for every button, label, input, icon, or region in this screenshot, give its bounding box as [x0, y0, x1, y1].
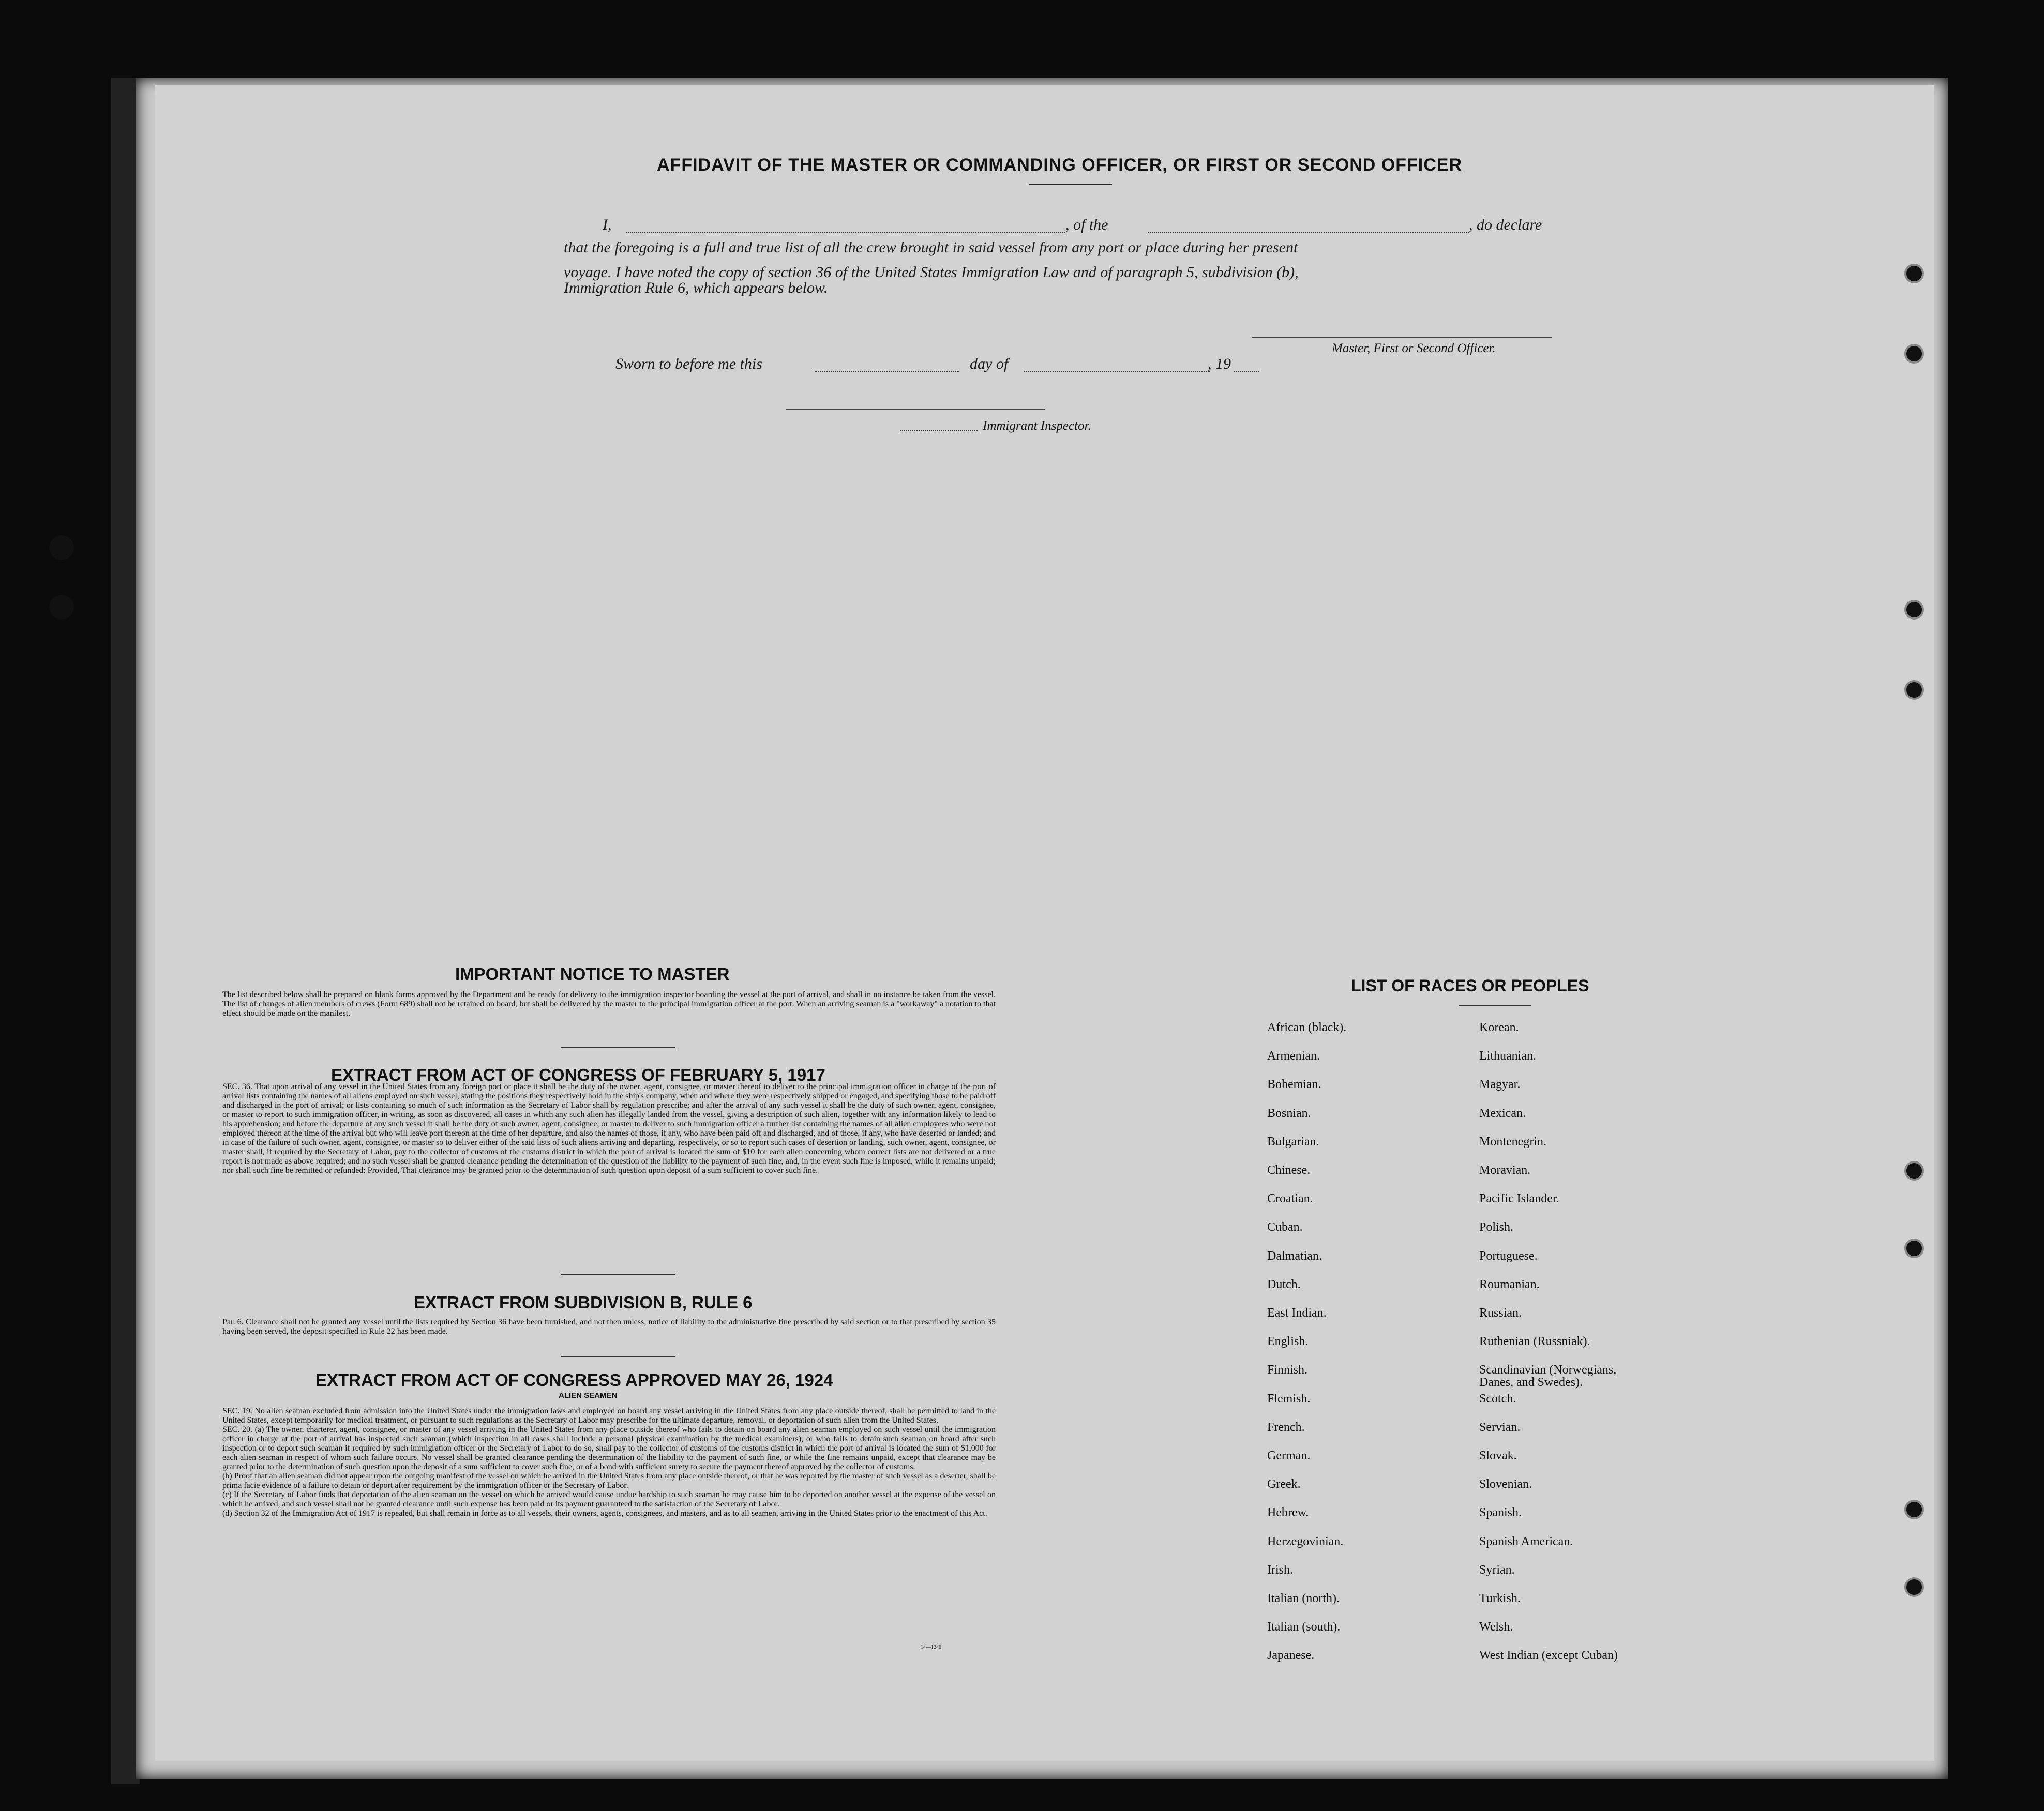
race-item: African (black).	[1267, 1021, 1347, 1034]
race-item: French.	[1267, 1420, 1305, 1434]
race-item: Portuguese.	[1479, 1249, 1538, 1263]
affidavit-line-2: that the foregoing is a full and true list of all the crew brought in said vessel from any port or place during her present	[564, 239, 1298, 256]
sworn-day-field[interactable]	[815, 371, 959, 372]
inspector-signature-line[interactable]	[786, 409, 1045, 410]
sworn-label: Sworn to before me this	[615, 355, 762, 372]
day-of-label: day of	[970, 355, 1009, 372]
races-divider	[1459, 1005, 1531, 1006]
race-item: Cuban.	[1267, 1220, 1303, 1234]
race-item: Armenian.	[1267, 1049, 1320, 1063]
race-item: Bulgarian.	[1267, 1135, 1319, 1149]
notice-title: IMPORTANT NOTICE TO MASTER	[455, 964, 730, 984]
sworn-year-field[interactable]	[1234, 371, 1259, 372]
master-caption: Master, First or Second Officer.	[1332, 341, 1496, 355]
race-item: Servian.	[1479, 1420, 1521, 1434]
punch-hole	[1904, 1577, 1924, 1597]
sworn-month-field[interactable]	[1024, 371, 1210, 372]
race-item: Spanish American.	[1479, 1534, 1573, 1548]
race-item: Russian.	[1479, 1306, 1522, 1320]
title-divider	[1029, 184, 1112, 185]
extract-rule6-title: EXTRACT FROM SUBDIVISION B, RULE 6	[414, 1293, 753, 1312]
race-item: East Indian.	[1267, 1306, 1327, 1320]
race-item: Magyar.	[1479, 1078, 1521, 1092]
race-item: Pacific Islander.	[1479, 1192, 1559, 1206]
punch-hole	[1904, 1161, 1924, 1181]
punch-hole	[1904, 680, 1924, 700]
race-item: Dutch.	[1267, 1277, 1301, 1291]
race-item: Dalmatian.	[1267, 1249, 1322, 1263]
race-item: Spanish.	[1479, 1506, 1522, 1520]
race-item: Finnish.	[1267, 1363, 1308, 1377]
master-signature-line[interactable]	[1252, 337, 1552, 338]
inspector-dots	[900, 430, 978, 431]
form-number: 14—1240	[921, 1644, 941, 1650]
race-item: Flemish.	[1267, 1392, 1311, 1406]
affidavit-of-the: , of the	[1065, 216, 1108, 233]
race-item: Ruthenian (Russniak).	[1479, 1335, 1590, 1349]
race-item: Moravian.	[1479, 1164, 1531, 1177]
section-divider	[561, 1274, 675, 1275]
punch-hole	[1904, 600, 1924, 620]
race-item: Mexican.	[1479, 1106, 1526, 1120]
race-item: Croatian.	[1267, 1192, 1313, 1206]
race-item: Welsh.	[1479, 1620, 1513, 1634]
race-item: Slovak.	[1479, 1449, 1517, 1462]
races-title: LIST OF RACES OR PEOPLES	[1351, 976, 1589, 995]
race-item: Greek.	[1267, 1477, 1301, 1491]
affidavit-title: AFFIDAVIT OF THE MASTER OR COMMANDING OFFICER, OR FIRST OR SECOND OFFICER	[657, 155, 1462, 175]
section-divider	[561, 1047, 675, 1048]
race-item: Montenegrin.	[1479, 1135, 1546, 1149]
race-item: Korean.	[1479, 1021, 1519, 1034]
alien-seamen-subtitle: ALIEN SEAMEN	[559, 1391, 618, 1400]
extract-1917-text: SEC. 36. That upon arrival of any vessel in the United States from any foreign port or place it shall be the duty of the owner, agent, consignee, or master thereof to deliver to the principal immigration officer in charge of the port of arrival lists containing the names of all aliens employed on such vessel, stating the positions they respectively hold in the ship's company, when and where they were respectively shipped or engaged, and specifying those to be paid off and discharged in the port of arrival; or lists containing so much of such information as the Secretary of Labor shall by regulation prescribe; and after the arrival of any such vessel it shall be the duty of such owner, agent, consignee, or master to report to such immigration officer, in writing, as soon as discovered, all cases in which any such alien has illegally landed from the vessel, giving a description of such alien, together with any information likely to lead to his apprehension; and before the departure of any such vessel it shall be the duty of such owner, agent, consignee, or master to deliver to such immigration officer a further list containing the names of all alien employees who were not employed thereon at the time of the arrival but who will leave port thereon at the time of her departure, and also the names of those, if any, who have been paid off and discharged, and of those, if any, who have deserted or landed; and in case of the failure of such owner, agent, consignee, or master so to deliver either of the said lists of such aliens arriving and departing, respectively, or so to report such cases of desertion or landing, such owner, agent, consignee, or master shall, if required by the Secretary of Labor, pay to the collector of customs of the customs district in which the port of arrival is located the sum of $10 for each alien concerning whom correct lists are not delivered or a true report is not made as above required; and no such vessel shall be granted clearance pending the determination of the question of the liability to the payment of such fine, and, in the event such fine is imposed, while it remains unpaid; nor shall such fine be remitted or refunded: Provided, That clearance may be granted prior to the determination of such question upon deposit of a sum sufficient to cover such fine.	[222, 1082, 996, 1175]
affidavit-i: I,	[603, 216, 612, 233]
punch-hole	[49, 595, 74, 620]
affidavit-declare: , do declare	[1469, 216, 1542, 233]
notice-text: The list described below shall be prepared on blank forms approved by the Department and be ready for delivery to the immigration inspector boarding the vessel at the port of arrival, and shall in no instance be taken from the vessel. The list of changes of alien members of crews (Form 689) shall not be retained on board, but shall be delivered by the master to the principal immigration officer at the port. When an arriving seaman is a "workaway" a notation to that effect should be made on the manifest.	[222, 990, 996, 1018]
extract-1924-title: EXTRACT FROM ACT OF CONGRESS APPROVED MAY 26, 1924	[315, 1370, 833, 1390]
race-item: Scandinavian (Norwegians, Danes, and Swedes).	[1479, 1363, 1617, 1390]
race-item: Roumanian.	[1479, 1277, 1540, 1291]
affidavit-line-4: Immigration Rule 6, which appears below.	[564, 279, 828, 296]
section-divider	[561, 1356, 675, 1357]
race-item: Hebrew.	[1267, 1506, 1309, 1520]
extract-rule6-text: Par. 6. Clearance shall not be granted any vessel until the lists required by Section 36 have been furnished, and not then unless, notice of liability to the administrative fine prescribed by said section or to that prescribed by section 35 having been served, the deposit specified in Rule 22 has been made.	[222, 1318, 996, 1336]
race-item: Chinese.	[1267, 1164, 1311, 1177]
race-item: Polish.	[1479, 1220, 1514, 1234]
race-item: Scotch.	[1479, 1392, 1516, 1406]
punch-hole	[1904, 344, 1924, 364]
punch-hole	[1904, 1500, 1924, 1519]
punch-hole	[1904, 1239, 1924, 1258]
race-item: Turkish.	[1479, 1592, 1521, 1605]
race-item: Irish.	[1267, 1563, 1293, 1577]
race-item: German.	[1267, 1449, 1311, 1462]
year-prefix: , 19	[1208, 355, 1231, 372]
name-field[interactable]	[626, 232, 1065, 233]
race-item: English.	[1267, 1335, 1309, 1349]
inspector-caption: Immigrant Inspector.	[983, 419, 1091, 433]
affidavit-line-3: voyage. I have noted the copy of section 36 of the United States Immigration Law and of paragraph 5, subdivision (b),	[564, 264, 1299, 281]
race-item: Japanese.	[1267, 1649, 1315, 1663]
race-item: Bosnian.	[1267, 1106, 1311, 1120]
vessel-field[interactable]	[1148, 232, 1469, 233]
punch-hole	[49, 535, 74, 560]
race-item: West Indian (except Cuban)	[1479, 1649, 1618, 1663]
race-item: Syrian.	[1479, 1563, 1515, 1577]
race-item: Slovenian.	[1479, 1477, 1532, 1491]
race-item: Italian (south).	[1267, 1620, 1341, 1634]
extract-1917-title: EXTRACT FROM ACT OF CONGRESS OF FEBRUARY 5, 1917	[331, 1065, 825, 1084]
extract-1924-text: SEC. 19. No alien seaman excluded from admission into the United States under the immigration laws and employed on board any vessel arriving in the United States from any place outside thereof, shall be permitted to land in the United States, except temporarily for medical treatment, or pursuant to such regulations as the Secretary of Labor may prescribe for the ultimate departure, removal, or deportation of such alien from the United States. SEC. 20. (a) The owner, charterer, agent, consignee, or master of any vessel arriving in the United States from any place outside thereof who fails to detain on board any alien seaman employed on such vessel until the immigration officer in charge at the port of arrival has inspected such seaman (which inspection in all cases shall include a personal physical examination by the medical examiners), or who fails to detain such seaman on board after such inspection or to deport such seaman if required by such immigration officer or the Secretary of Labor to do so, shall pay to the collector of customs of the customs district in which the port of arrival is located the sum of $1,000 for each alien seaman in respect of whom such failure occurs. No vessel shall be granted clearance pending the determination of the liability to the payment of such fine, or while the fine remains unpaid, except that clearance may be granted prior to the determination of such question upon the deposit of a sum sufficient to cover such fine, or of a bond with sufficient surety to secure the payment thereof approved by the collector of customs. (b) Proof that an alien seaman did not appear upon the outgoing manifest of the vessel on which he arrived in the United States from any place outside thereof, or that he was reported by the master of such vessel as a deserter, shall be prima facie evidence of a failure to detain or deport after requirement by the immigration officer or the Secretary of Labor. (c) If the Secretary of Labor finds that deportation of the alien seaman on the vessel on which he arrived would cause undue hardship to such seaman he may cause him to be deported on another vessel at the expense of the vessel on which he arrived, and such vessel shall not be granted clearance until such expense has been paid or its payment guaranteed to the satisfaction of the Secretary of Labor. (d) Section 32 of the Immigration Act of 1917 is repealed, but shall remain in force as to all vessels, their owners, agents, consignees, and masters, and as to all seamen, arriving in the United States prior to the enactment of this Act.	[222, 1407, 996, 1518]
race-item: Herzegovinian.	[1267, 1534, 1344, 1548]
race-item: Italian (north).	[1267, 1592, 1340, 1605]
race-item: Lithuanian.	[1479, 1049, 1536, 1063]
race-item: Bohemian.	[1267, 1078, 1321, 1092]
punch-hole	[1904, 264, 1924, 283]
